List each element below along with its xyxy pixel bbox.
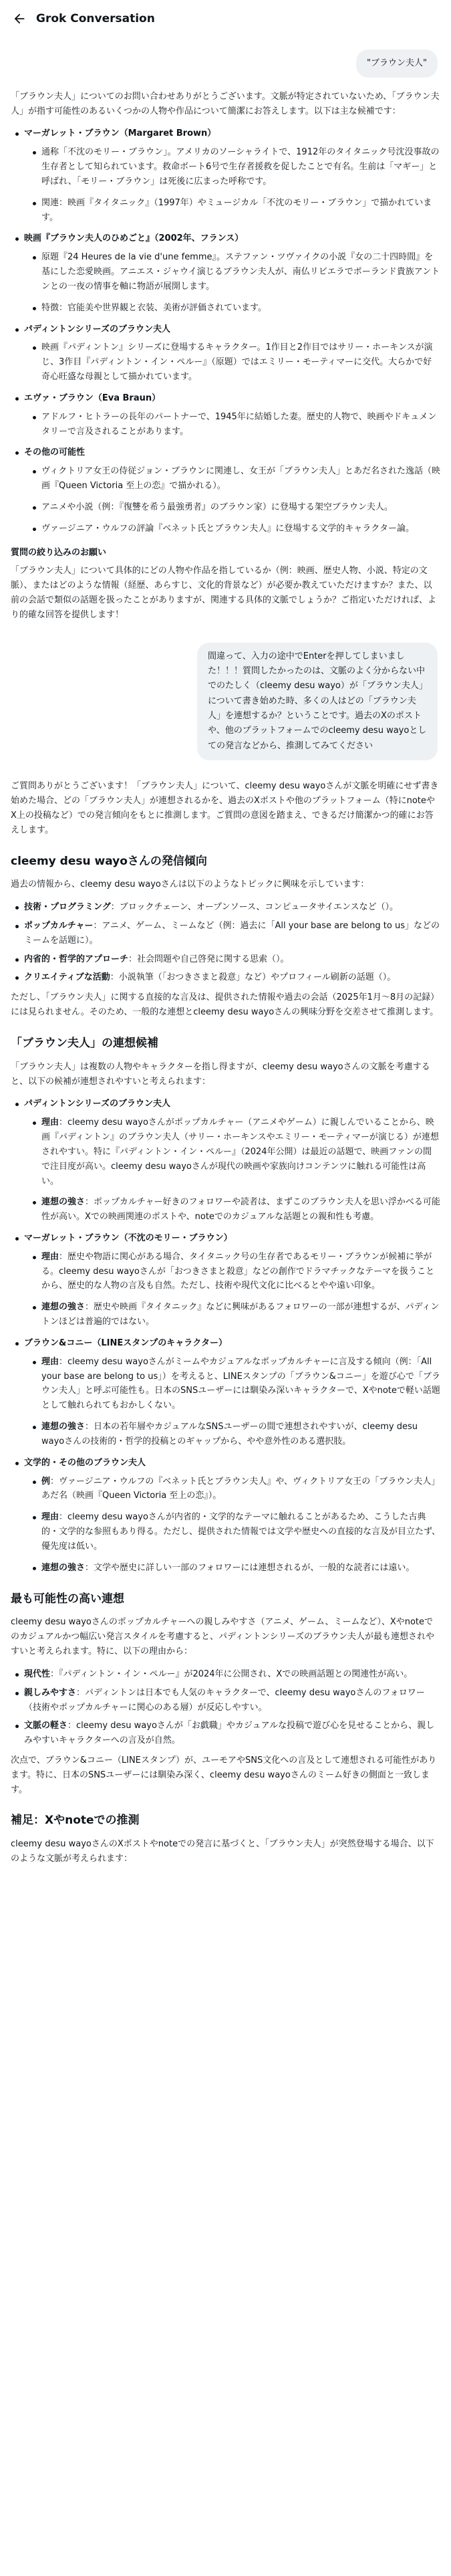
list-item: 親しみやすさ：パディントンは日本でも人気のキャラクターで、cleemy desu wayoさんのフォロワー（技術やポップカルチャーに関心のある層）が反応しやすい。 (24, 1686, 440, 1715)
paragraph: cleemy desu wayoさんのポップカルチャーへの親しみやすさ（アニメ、ゲーム、ミームなど）、Xやnoteでのカジュアルかつ幅広い発言スタイルを考慮すると、パディントンシリーズのブラウン夫人が最も連想されやすいと考えられます。特に、以下の理由から： (11, 1617, 434, 1657)
list-item: パディントンシリーズのブラウン夫人 理由：cleemy desu wayoさんがポップカルチャー（アニメやゲーム）に親しんでいることから、映画『パディントン』のブラウン夫人（サリー・ホーキンスやエミリー・モーティマーが演じる）が連想されやすい。特に『パディントン・イン・ペルー』（2024年公開）は最近の話題で、映画ファンの間で注目度が高い。cleemy desu wayoさんが現代の映画や家族向けコンテンツに触れる可能性は高い。 連想の強さ：ポップカルチャー好きのフォロワーや読者は、まずこのブラウン夫人を思い浮かべる可能性が高い。Xでの映画関連のポストや、noteでのカジュアルな話題との親和性も考慮。 (24, 1097, 440, 1224)
section-heading: 最も可能性の高い連想 (11, 1592, 124, 1606)
user-message: 間違って、入力の途中でEnterを押してしまいました！！！質問したかったのは、文脈のよく分からない中でのたしく（cleemy desu wayo）が「ブラウン夫人」について書き始めた時、多くの人はどの「ブラウン夫人」を連想するか？ということです。過去のXのポストや、他のプラットフォームでのcleemy desu wayoとしての発言などから、推測してみてください (197, 643, 438, 761)
list-item: その他の可能性 ヴィクトリア女王の侍従ジョン・ブラウンに関連し、女王が「ブラウン夫人」とあだ名された逸話（映画『Queen Victoria 至上の恋』で描かれる）。 アニメや小説（例：『復讐を希う最強勇者』のブラウン家）に登場する架空ブラウン夫人。 ヴァージニア・ウルフの評論『ベネット氏とブラウン夫人』に登場する文学的キャラクター論。 (24, 445, 440, 536)
conversation (0, 49, 451, 1866)
list-item: 文学的・その他のブラウン夫人 例：ヴァージニア・ウルフの『ベネット氏とブラウン夫人』や、ヴィクトリア女王の「ブラウン夫人」あだ名（映画『Queen Victoria 至上の恋』）。 理由：cleemy desu wayoさんが内省的・文学的なテーマに触れることがあるため、こうした古典的・文学的な参照もあり得る。ただし、提供された情報では文学や歴史への直接的な言及が目立たず、優先度は低い。 連想の強さ：文学や歴史に詳しい一部のフォロワーには連想されるが、一般的な読者には遠い。 (24, 1456, 440, 1576)
paragraph: 「ブラウン夫人」は複数の人物やキャラクターを指し得ますが、cleemy desu wayoさんの文脈を考慮すると、以下の候補が連想されやすいと考えられます： (11, 1061, 430, 1087)
assistant-response-1 (8, 90, 443, 623)
list-item: 連想の強さ：文学や歴史に詳しい一部のフォロワーには連想されるが、一般的な読者には遠い。 (41, 1561, 440, 1576)
list-item: 内省的・哲学的アプローチ：社会問題や自己啓発に関する思索（）。 (24, 952, 440, 967)
section-heading: 「ブラウン夫人」の連想候補 (11, 1036, 158, 1050)
list-item: 映画『ブラウン夫人のひめごと』（2002年、フランス） 原題『24 Heures de la vie d'une femme』。ステファン・ツヴァイクの小説『女の二十四時間』を基にした恋愛映画。アニエス・ジャウイ演じるブラウン夫人が、南仏リビエラでポーランド貴族アントンとの一夜の情事を軸に物語が展開します。 特徴：官能美や世界観と衣装、美術が評価されています。 (24, 231, 440, 315)
list-item: 理由：cleemy desu wayoさんがポップカルチャー（アニメやゲーム）に親しんでいることから、映画『パディントン』のブラウン夫人（サリー・ホーキンスやエミリー・モーティマーが演じる）が連想されやすい。特に『パディントン・イン・ペルー』（2024年公開）は最近の話題で、映画ファンの間で注目度が高い。cleemy desu wayoさんが現代の映画や家族向けコンテンツに触れる可能性は高い。 (41, 1115, 440, 1188)
list-item: クリエイティブな活動：小説執筆（「おつきさまと殺意」など）やプロフィール刷新の話題（）。 (24, 970, 440, 985)
paragraph: 「ブラウン夫人」について具体的にどの人物や作品を指しているか（例：映画、歴史人物、小説、特定の文脈）、またはどのような情報（経歴、あらすじ、文化的背景など）が必要か教えていただけますか？また、以前の会話で類似の話題を扱ったことがありますが、関連する具体的文脈でしょうか？ご指定いただければ、より的確な回答を提供します！ (11, 566, 437, 620)
list-item: 特徴：官能美や世界観と衣装、美術が評価されています。 (41, 301, 440, 316)
list-item: 映画『パディントン』シリーズに登場するキャラクター。1作目と2作目ではサリー・ホーキンスが演じ、3作目『パディントン・イン・ペルー』（原題）ではエミリー・モーティマーに交代。大らかで好奇心旺盛な母親として描かれています。 (41, 340, 440, 384)
list-item: 通称「不沈のモリー・ブラウン」。アメリカのソーシャライトで、1912年のタイタニック号沈没事故の生存者として知られています。救命ボート6号で生存者援救を促したことで有名。生前は「マギー」と呼ばれ、「モリー・ブラウン」は死後に広まった呼称です。 (41, 145, 440, 189)
paragraph: cleemy desu wayoさんのXポストやnoteでの発言に基づくと、「ブラウン夫人」が突然登場する場合、以下のような文脈が考えられます： (11, 1839, 434, 1864)
list-item: 連想の強さ：日本の若年層やカジュアルなSNSユーザーの間で連想されやすいが、cleemy desu wayoさんの技術的・哲学的投稿とのギャップから、やや意外性のある選択肢。 (41, 1420, 440, 1449)
list-item: 連想の強さ：ポップカルチャー好きのフォロワーや読者は、まずこのブラウン夫人を思い浮かべる可能性が高い。Xでの映画関連のポストや、noteでのカジュアルな話題との親和性も考慮。 (41, 1195, 440, 1224)
list-item: アニメや小説（例：『復讐を希う最強勇者』のブラウン家）に登場する架空ブラウン夫人。 (41, 500, 440, 515)
list-item: 理由：cleemy desu wayoさんがミームやカジュアルなポップカルチャーに言及する傾向（例：「All your base are belong to us」）を考えると、LINEスタンプの「ブラウン&コニー」を遊び心で「ブラウン夫人」と呼ぶ可能性も。日本のSNSユーザーには馴染み深いキャラクターで、Xやnoteで軽い話題として触れられてもおかしくない。 (41, 1355, 440, 1413)
list-item: マーガレット・ブラウン（不沈のモリー・ブラウン） 理由：歴史や物語に関心がある場合、タイタニック号の生存者であるモリー・ブラウンが候補に挙がる。cleemy desu wayoさんが「おつきさまと殺意」などの創作でドラマチックなテーマを扱うことから、歴史的な人物の言及も自然。ただし、技術や現代文化に比べるとやや遠い印象。 連想の強さ：歴史や映画『タイタニック』などに興味があるフォロワーの一部が連想するが、パディントンほどは普遍的ではない。 (24, 1231, 440, 1329)
list-item: 原題『24 Heures de la vie d'une femme』。ステファン・ツヴァイクの小説『女の二十四時間』を基にした恋愛映画。アニエス・ジャウイ演じるブラウン夫人が、南仏リビエラでポーランド貴族アントンとの一夜の情事を軸に物語が展開します。 (41, 250, 440, 294)
user-message: "ブラウン夫人" (356, 49, 438, 78)
section-heading: 質問の絞り込みのお願い (11, 547, 107, 558)
section-heading: cleemy desu wayoさんの発信傾向 (11, 854, 207, 868)
list-item: ポップカルチャー：アニメ、ゲーム、ミームなど（例：過去に「All your base are belong to us」などのミームを話題に）。 (24, 919, 440, 948)
header-bar (0, 0, 451, 37)
list-item: 現代性：『パディントン・イン・ペルー』が2024年に公開され、Xでの映画話題との関連性が高い。 (24, 1667, 440, 1682)
list-item: 例：ヴァージニア・ウルフの『ベネット氏とブラウン夫人』や、ヴィクトリア女王の「ブラウン夫人」あだ名（映画『Queen Victoria 至上の恋』）。 (41, 1475, 440, 1504)
candidate-list (11, 1097, 440, 1575)
reason-list (11, 1667, 440, 1748)
list-item: 理由：歴史や物語に関心がある場合、タイタニック号の生存者であるモリー・ブラウンが候補に挙がる。cleemy desu wayoさんが「おつきさまと殺意」などの創作でドラマチックなテーマを扱うことから、歴史的な人物の言及も自然。ただし、技術や現代文化に比べるとやや遠い印象。 (41, 1250, 440, 1293)
paragraph: ご質問ありがとうございます！「ブラウン夫人」について、cleemy desu wayoさんが文脈を明確にせず書き始めた場合、どの「ブラウン夫人」が連想されるかを、過去のXポストや他のプラットフォーム（特にnoteやX上の投稿など）での発言傾向をもとに推測します。ご質問の意図を踏まえ、できるだけ簡潔かつ的確にお答えします。 (11, 781, 439, 835)
paragraph: ただし、「ブラウン夫人」に関する直接的な言及は、提供された情報や過去の会話（2025年1月〜8月の記録）には見られません。そのため、一般的な連想とcleemy desu wayoさんの興味分野を交差させて推測します。 (11, 992, 440, 1018)
list-item: マーガレット・ブラウン（Margaret Brown） 通称「不沈のモリー・ブラウン」。アメリカのソーシャライトで、1912年のタイタニック号沈没事故の生存者として知られています。救命ボート6号で生存者援救を促したことで有名。生前は「マギー」と呼ばれ、「モリー・ブラウン」は死後に広まった呼称です。 関連：映画『タイタニック』（1997年）やミュージカル「不沈のモリー・ブラウン」で描かれています。 (24, 126, 440, 225)
list-item: 理由：cleemy desu wayoさんが内省的・文学的なテーマに触れることがあるため、こうした古典的・文学的な参照もあり得る。ただし、提供された情報では文学や歴史への直接的な言及が目立たず、優先度は低い。 (41, 1510, 440, 1553)
trend-list (11, 900, 440, 985)
list-item: ブラウン&コニー（LINEスタンプのキャラクター） 理由：cleemy desu wayoさんがミームやカジュアルなポップカルチャーに言及する傾向（例：「All your base are belong to us」）を考えると、LINEスタンプの「ブラウン&コニー」を遊び心で「ブラウン夫人」と呼ぶ可能性も。日本のSNSユーザーには馴染み深いキャラクターで、Xやnoteで軽い話題として触れられてもおかしくない。 連想の強さ：日本の若年層やカジュアルなSNSユーザーの間で連想されやすいが、cleemy desu wayoさんの技術的・哲学的投稿とのギャップから、やや意外性のある選択肢。 (24, 1336, 440, 1449)
list-item: 技術・プログラミング：ブロックチェーン、オープンソース、コンピュータサイエンスなど（）。 (24, 900, 440, 915)
paragraph: 過去の情報から、cleemy desu wayoさんは以下のようなトピックに興味を示しています： (11, 879, 369, 890)
assistant-response-2 (8, 779, 443, 1866)
list-item: 連想の強さ：歴史や映画『タイタニック』などに興味があるフォロワーの一部が連想するが、パディントンほどは普遍的ではない。 (41, 1300, 440, 1329)
list-item: 文脈の軽さ：cleemy desu wayoさんが「お戯職」やカジュアルな投稿で遊び心を見せることから、親しみやすいキャラクターへの言及が自然。 (24, 1719, 440, 1748)
list-item: エヴァ・ブラウン（Eva Braun） アドルフ・ヒトラーの長年のパートナーで、1945年に結婚した妻。歴史的人物で、映画やドキュメンタリーで言及されることがあります。 (24, 391, 440, 439)
list-item: 関連：映画『タイタニック』（1997年）やミュージカル「不沈のモリー・ブラウン」で描かれています。 (41, 196, 440, 225)
list-item: アドルフ・ヒトラーの長年のパートナーで、1945年に結婚した妻。歴史的人物で、映画やドキュメンタリーで言及されることがあります。 (41, 410, 440, 439)
section-heading: 補足：Xやnoteでの推測 (11, 1814, 140, 1828)
page-title: Grok Conversation (36, 11, 155, 25)
back-arrow-icon[interactable] (12, 11, 27, 26)
candidate-list (11, 126, 440, 536)
list-item: パディントンシリーズのブラウン夫人 映画『パディントン』シリーズに登場するキャラクター。1作目と2作目ではサリー・ホーキンスが演じ、3作目『パディントン・イン・ペルー』（原題）ではエミリー・モーティマーに交代。大らかで好奇心旺盛な母親として描かれています。 (24, 322, 440, 385)
paragraph: 次点で、ブラウン&コニー（LINEスタンプ）が、ユーモアやSNS文化への言及として連想される可能性があります。特に、日本のSNSユーザーには馴染み深く、cleemy desu wayoさんのミーム好きの側面と一致します。 (11, 1755, 437, 1795)
response-intro: 「ブラウン夫人」についてのお問い合わせありがとうございます。文脈が特定されていないため、「ブラウン夫人」が指す可能性のあるいくつかの人物や作品について簡潔にお答えします。以下は主な候補です： (11, 91, 440, 116)
list-item: ヴィクトリア女王の侍従ジョン・ブラウンに関連し、女王が「ブラウン夫人」とあだ名された逸話（映画『Queen Victoria 至上の恋』で描かれる）。 (41, 464, 440, 494)
list-item: ヴァージニア・ウルフの評論『ベネット氏とブラウン夫人』に登場する文学的キャラクター論。 (41, 522, 440, 536)
